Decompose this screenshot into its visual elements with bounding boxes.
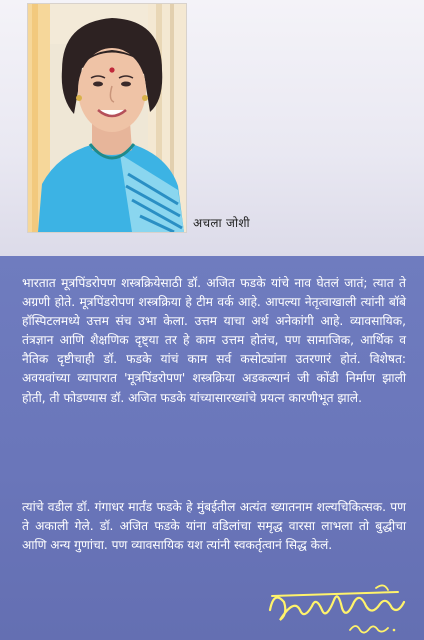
blurb-paragraph-2: त्यांचे वडील डॉ. गंगाधर मार्तंड फडके हे मुंबईतील अत्यंत ख्यातनाम शल्यचिकित्सक. पण ते अकाली गेले. डॉ. अजित फडके यांना वडिलांचा समृद्ध वारसा लाभला तो बुद्धीचा आणि अन्य गुणांचा. पण व्यावसायिक यश त्यांनी स्वकर्तृत्वानं सिद्ध केलं. [22, 500, 406, 553]
author-portrait-image [28, 4, 186, 232]
handwritten-signature [264, 580, 412, 638]
author-photo [28, 4, 186, 232]
blurb-paragraph-1: भारतात मूत्रपिंडरोपण शस्त्रक्रियेसाठी डॉ. अजित फडके यांचे नाव घेतलं जातं; त्यात ते अग्रणी होते. मूत्रपिंडरोपण शस्त्रक्रिया हे टीम वर्क आहे. आपल्या नेतृत्वाखाली त्यांनी बॉबे हॉस्पिटलमध्ये उत्तम संच उभा केला. उत्तम याचा अर्थ अनेकांगी आहे. व्यावसायिक, तंत्रज्ञान आणि शैक्षणिक दृष्ट्या तर हे काम उत्तम होतंच, पण सामाजिक, आर्थिक व नैतिक दृष्टीचाही डॉ. फडके यांचं काम सर्व कसोट्यांना उतरणारं होतं. विशेषत: अवयवांच्या व्यापारात 'मूत्रपिंडरोपण' शस्त्रक्रिया अडकल्यानं जी कोंडी निर्माण झाली होती, ती फोडण्यास डॉ. अजित फडके यांच्यासारख्यांचे प्रयत्न कारणीभूत झाले. [22, 276, 406, 405]
author-name-caption: अचला जोशी [193, 216, 250, 230]
